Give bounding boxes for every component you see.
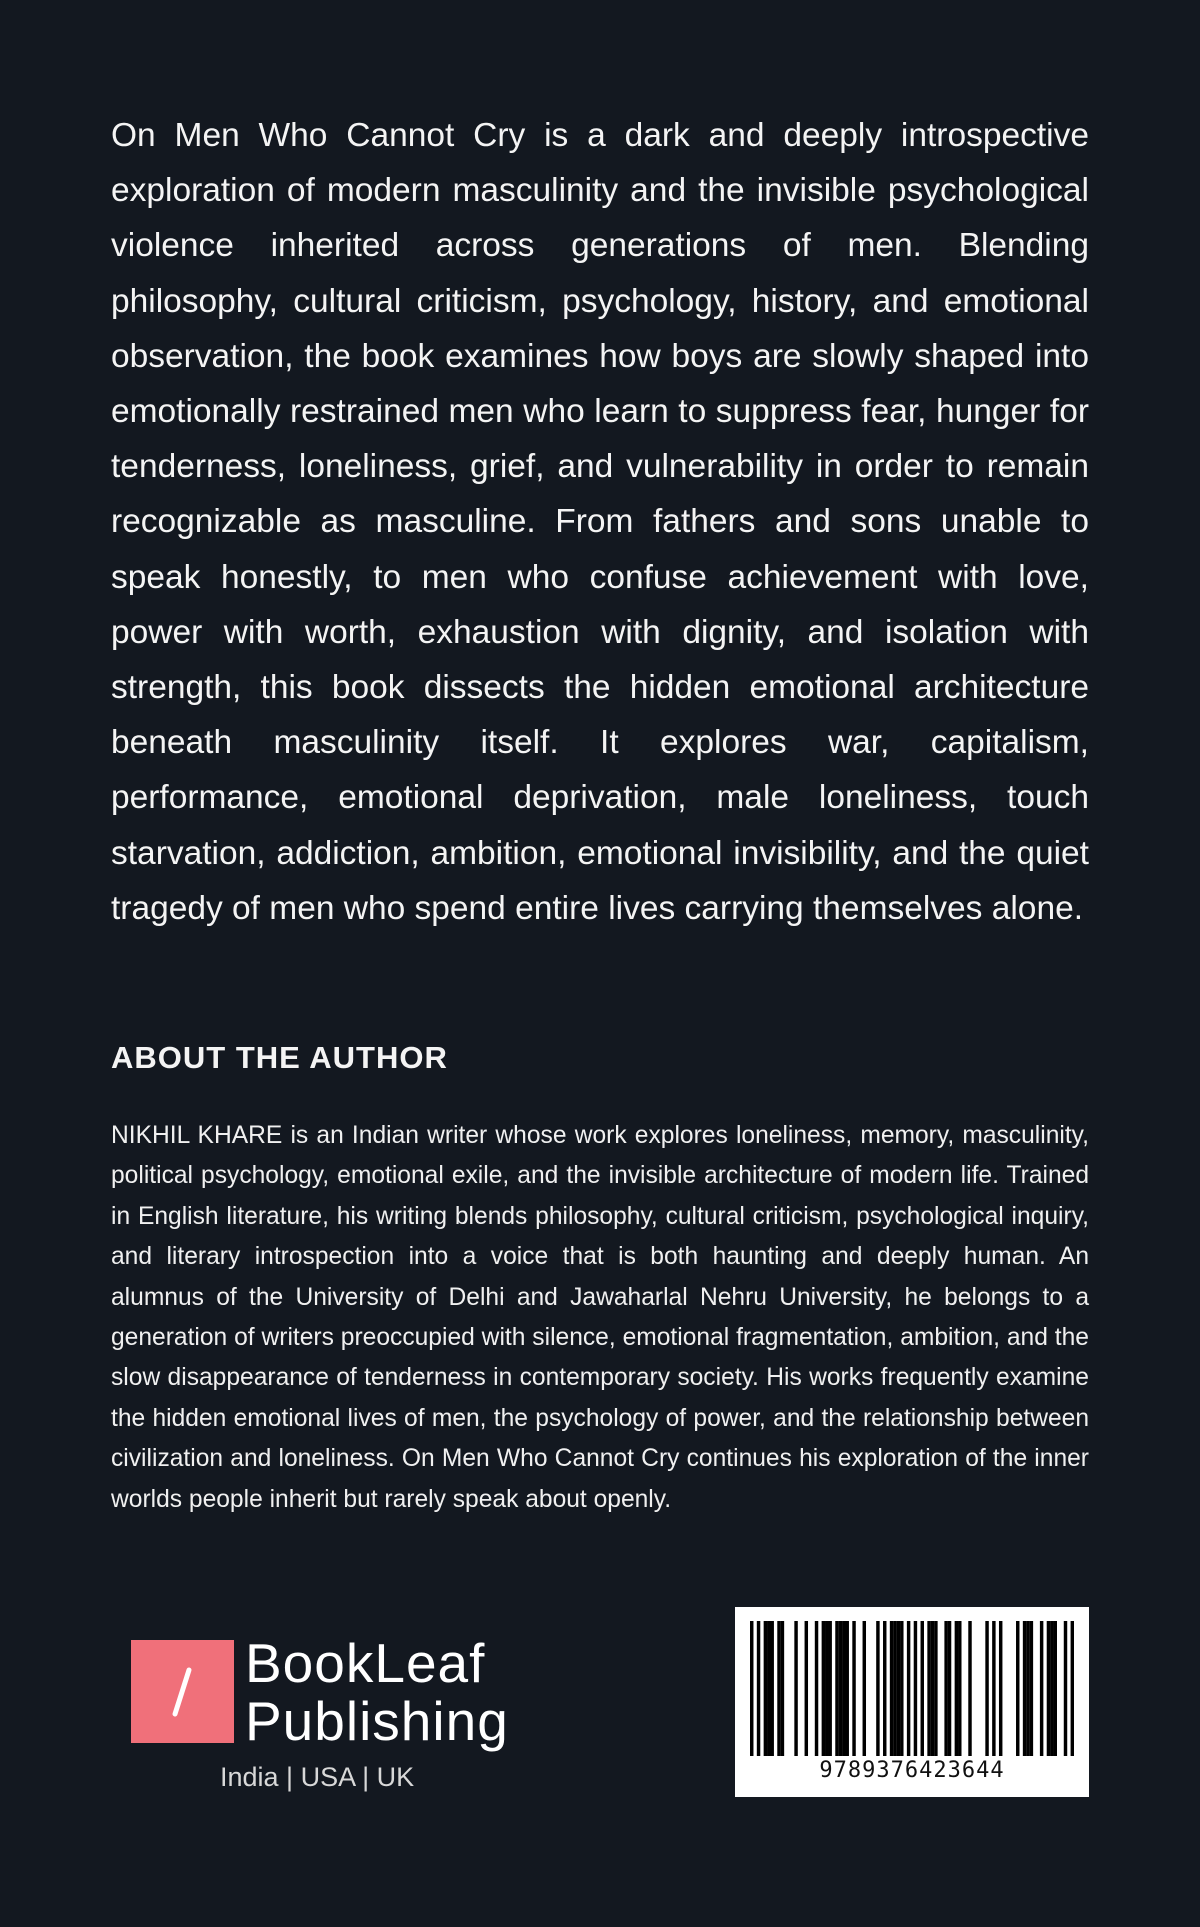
barcode-bar — [839, 1621, 842, 1756]
barcode-bar — [931, 1621, 934, 1756]
barcode-bar — [845, 1621, 848, 1756]
barcode-bar — [781, 1621, 784, 1756]
barcode-bar — [842, 1621, 845, 1756]
barcode-bar — [805, 1621, 808, 1756]
barcode-bars — [750, 1621, 1074, 1756]
barcode-bar — [999, 1621, 1002, 1756]
publisher-name-line1: BookLeaf — [245, 1632, 486, 1694]
barcode-bar — [1050, 1621, 1053, 1756]
barcode-bar — [1054, 1621, 1057, 1756]
barcode-bar — [770, 1621, 773, 1756]
barcode-bar — [764, 1621, 767, 1756]
barcode-bar — [927, 1621, 930, 1756]
barcode-bar — [955, 1621, 958, 1756]
barcode-bar — [934, 1621, 937, 1756]
barcode-bar — [900, 1621, 903, 1756]
barcode-bar — [1047, 1621, 1050, 1756]
barcode-bar — [958, 1621, 961, 1756]
barcode-bar — [914, 1621, 917, 1756]
book-blurb: On Men Who Cannot Cry is a dark and deeply introspective exploration of modern masculinity and the invisible psychological violence inherited across generations of men. Blending philosophy, cultural criticism, psychology, history, and emotional observation, the book examines how boys are slowly shaped into emotionally restrained men who learn to suppress fear, hunger for tenderness, loneliness, grief, and vulnerability in order to remain recognizable as masculine. From fathers and sons unable to speak honestly, to men who confuse achievement with love, power with worth, exhaustion with dignity, and isolation with strength, this book dissects the hidden emotional architecture beneath masculinity itself. It explores war, capitalism, performance, emotional deprivation, male loneliness, touch starvation, addiction, ambition, emotional invisibility, and the quiet tragedy of men who spend entire lives carrying themselves alone. — [111, 117, 1089, 927]
barcode-bar — [825, 1621, 828, 1756]
barcode-bar — [1064, 1621, 1067, 1756]
barcode-bar — [750, 1621, 753, 1756]
barcode-bar — [1071, 1621, 1074, 1756]
barcode-bar — [1023, 1621, 1026, 1756]
barcode-bar — [815, 1621, 818, 1756]
barcode-bar — [907, 1621, 910, 1756]
barcode-bar — [1016, 1621, 1019, 1756]
isbn-barcode — [735, 1607, 1089, 1797]
barcode-bar — [822, 1621, 825, 1756]
barcode-bar — [757, 1621, 760, 1756]
author-bio: NIKHIL KHARE is an Indian writer whose work explores loneliness, memory, masculinity, political psychology, emotional exile, and the invisible architecture of modern life. Trained in English literature, his writing blends philosophy, cultural criticism, psychological inquiry, and literary introspection into a voice that is both haunting and deeply human. An alumnus of the University of Delhi and Jawaharlal Nehru University, he belongs to a generation of writers preoccupied with silence, emotional fragmentation, ambition, and the slow disappearance of tenderness in contemporary society. His works frequently examine the hidden emotional lives of men, the psychology of power, and the relationship between civilization and loneliness. On Men Who Cannot Cry continues his exploration of the inner worlds people inherit but rarely speak about openly. — [111, 1122, 1089, 1513]
barcode-bar — [1026, 1621, 1029, 1756]
barcode-bar — [863, 1621, 866, 1756]
publisher-name-line2: Publishing — [245, 1690, 509, 1752]
barcode-bar — [921, 1621, 924, 1756]
barcode-bar — [992, 1621, 995, 1756]
barcode-bar — [948, 1621, 951, 1756]
barcode-bar — [968, 1621, 971, 1756]
bookleaf-logo-icon — [131, 1640, 234, 1743]
barcode-bar — [1040, 1621, 1043, 1756]
barcode-bar — [897, 1621, 900, 1756]
barcode-bar — [794, 1621, 797, 1756]
barcode-bar — [777, 1621, 780, 1756]
isbn-number: 9789376423644 — [819, 1758, 1005, 1783]
barcode-bar — [852, 1621, 855, 1756]
barcode-bar — [1030, 1621, 1033, 1756]
barcode-bar — [876, 1621, 879, 1756]
barcode-bar — [835, 1621, 838, 1756]
barcode-bar — [883, 1621, 886, 1756]
publisher-regions: India | USA | UK — [220, 1762, 415, 1792]
barcode-bar — [944, 1621, 947, 1756]
barcode-bar — [890, 1621, 893, 1756]
barcode-bar — [828, 1621, 831, 1756]
barcode-bar — [893, 1621, 896, 1756]
barcode-bar — [767, 1621, 770, 1756]
barcode-bar — [985, 1621, 988, 1756]
about-author-heading: ABOUT THE AUTHOR — [111, 1040, 448, 1075]
